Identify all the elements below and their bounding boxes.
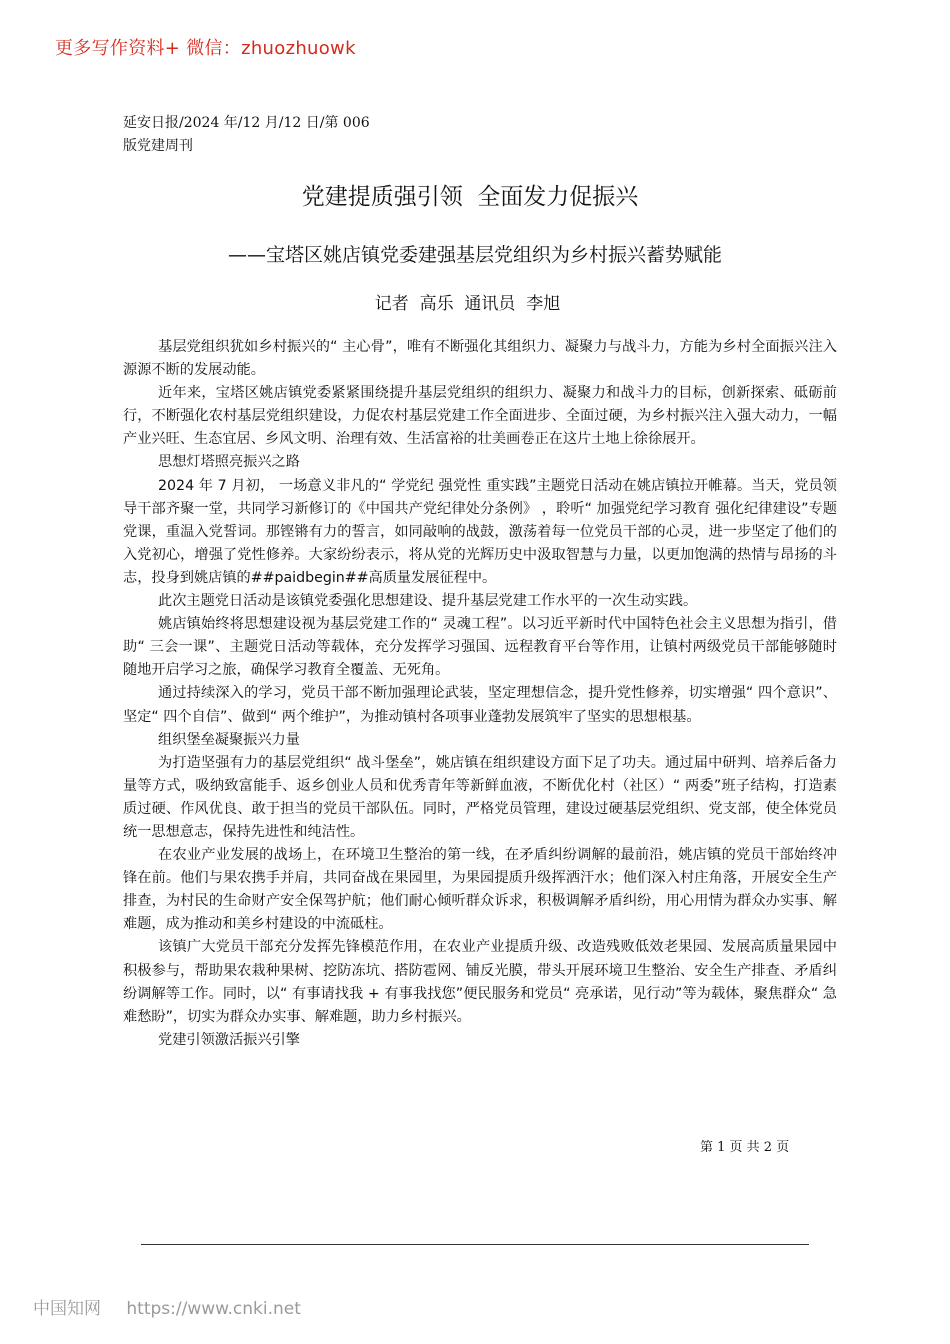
paragraph-1: 基层党组织犹如乡村振兴的“ 主心骨”，唯有不断强化其组织力、凝聚力与战斗力，方能为乡村全面振兴注入源源不断的发展动能。 (123, 339, 837, 379)
section-heading-2: 组织堡垒凝聚振兴力量 (158, 731, 300, 748)
paragraph-3: 2024 年 7 月初， 一场意义非凡的“ 学党纪 强党性 重实践”主题党日活动在姚店镇拉开帷幕。当天，党员领导干部齐聚一堂，共同学习新修订的《中国共产党纪律处分条例》 ，聆听“ 加强党纪学习教育 强化纪律建设”专题党课，重温入党誓词。那铿锵有力的誓言，如同敲响的战鼓，激荡着每一位党员干部的心灵，进一步坚定了他们的入党初心，增强了党性修养。大家纷纷表示，将从党的光辉历史中汲取智慧与力量，以更加饱满的热情与昂扬的斗志，投身到姚店镇的##paidbegin##高质量发展征程中。 (123, 477, 837, 586)
paragraph-6: 通过持续深入的学习，党员干部不断加强理论武装，坚定理想信念，提升党性修养，切实增强“ 四个意识”、坚定“ 四个自信”、做到“ 两个维护”，为推动镇村各项事业蓬勃发展筑牢了坚实的思想根基。 (123, 685, 837, 725)
cnki-logo-text: 中国知网 (33, 1299, 101, 1319)
section-heading-1: 思想灯塔照亮振兴之路 (158, 454, 300, 471)
page-number: 第 1 页 共 2 页 (700, 1140, 790, 1155)
cnki-url[interactable]: https://www.cnki.net (126, 1299, 301, 1319)
source-line-2: 版党建周刊 (123, 138, 193, 154)
paragraph-7: 为打造坚强有力的基层党组织“ 战斗堡垒”，姚店镇在组织建设方面下足了功夫。通过届中研判、培养后备力量等方式，吸纳致富能手、返乡创业人员和优秀青年等新鲜血液，不断优化村（社区）“ 两委”班子结构，打造素质过硬、作风优良、敢于担当的党员干部队伍。同时，严格党员管理，建设过硬基层党组织、党支部，使全体党员统一思想意志，保持先进性和纯洁性。 (123, 754, 837, 840)
source-info (123, 112, 423, 158)
section-heading-3: 党建引领激活振兴引擎 (158, 1031, 300, 1048)
paragraph-5: 姚店镇始终将思想建设视为基层党建工作的“ 灵魂工程”。以习近平新时代中国特色社会主义思想为指引，借助“ 三会一课”、主题党日活动等载体，充分发挥学习强国、远程教育平台等作用，让镇村两级党员干部能够随时随地开启学习之旅，确保学习教育全覆盖、无死角。 (123, 616, 837, 679)
article-subtitle: ——宝塔区姚店镇党委建强基层党组织为乡村振兴蓄势赋能 (227, 244, 722, 266)
article-body (123, 336, 837, 1052)
paragraph-4: 此次主题党日活动是该镇党委强化思想建设、提升基层党建工作水平的一次生动实践。 (158, 593, 698, 610)
promo-banner: 更多写作资料+ 微信：zhuozhuowk (55, 38, 356, 59)
paragraph-9: 该镇广大党员干部充分发挥先锋模范作用，在农业产业提质升级、改造残败低效老果园、发展高质量果园中积极参与，帮助果农栽种果树、挖防冻坑、搭防雹网、铺反光膜，带头开展环境卫生整治、安全生产排查、矛盾纠纷调解等工作。同时，以“ 有事请找我 + 有事我找您”便民服务和党员“ 亮承诺，见行动”等为载体，聚焦群众“ 急难愁盼”，切实为群众办实事、解难题，助力乡村振兴。 (123, 939, 837, 1025)
paragraph-8: 在农业产业发展的战场上，在环境卫生整治的第一线，在矛盾纠纷调解的最前沿，姚店镇的党员干部始终冲锋在前。他们与果农携手并肩，共同奋战在果园里，为果园提质升级挥洒汗水；他们深入村庄角落，开展安全生产排查，为村民的生命财产安全保驾护航；他们耐心倾听群众诉求，积极调解矛盾纠纷，用心用情为群众办实事、解难题，成为推动和美乡村建设的中流砥柱。 (123, 847, 837, 933)
article-byline: 记者 高乐 通讯员 李旭 (374, 294, 561, 314)
paragraph-2: 近年来，宝塔区姚店镇党委紧紧围绕提升基层党组织的组织力、凝聚力和战斗力的目标，创新探索、砥砺前行，不断强化农村基层党组织建设，力促农村基层党建工作全面进步、全面过硬，为乡村振兴注入强大动力，一幅产业兴旺、生态宜居、乡风文明、治理有效、生活富裕的壮美画卷正在这片土地上徐徐展开。 (123, 385, 837, 448)
source-line-1: 延安日报/2024 年/12 月/12 日/第 006 (123, 115, 370, 131)
footer-divider (141, 1244, 809, 1245)
article-title: 党建提质强引领 全面发力促振兴 (301, 184, 639, 210)
footer-watermark (33, 1294, 321, 1319)
